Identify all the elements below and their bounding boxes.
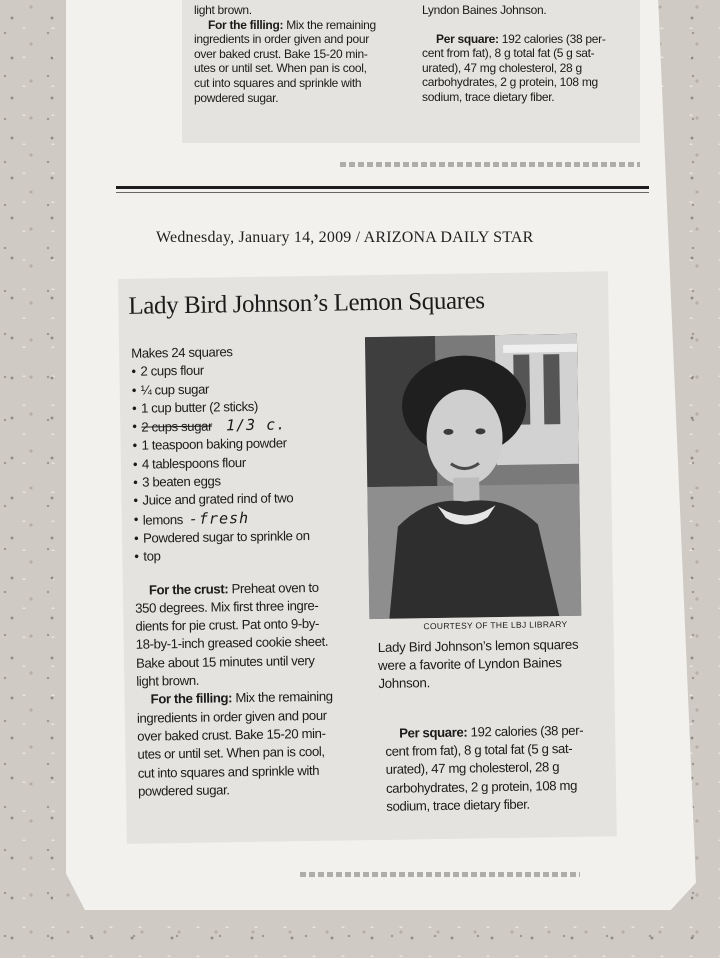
top-filling-line	[194, 18, 404, 33]
recipe-title: Lady Bird Johnson’s Lemon Squares	[128, 287, 485, 320]
top-right-line: urated), 47 mg cholesterol, 28 g	[422, 60, 582, 75]
top-clipping-right-column	[422, 3, 632, 105]
handwritten-note-sugar: 1/3 c.	[225, 415, 287, 435]
ingredient-item: • 4 tablespoons flour	[133, 452, 365, 474]
portrait-illustration	[365, 334, 581, 619]
nutrition-line: cent from fat), 8 g total fat (5 g sat-	[385, 741, 573, 760]
crust-line: light brown.	[136, 672, 200, 689]
page-rule-thin	[116, 192, 649, 193]
filling-line: ingredients in order given and pour	[136, 707, 327, 726]
top-line: powdered sugar.	[194, 90, 279, 105]
top-line: light brown.	[194, 3, 252, 17]
top-filling-label: For the filling:	[208, 17, 284, 32]
ingredient-item: • 1 cup butter (2 sticks)	[132, 396, 364, 418]
crust-text: Preheat oven to	[231, 579, 319, 596]
nutrition-info	[385, 721, 602, 815]
ingredient-text: lemons	[142, 511, 184, 528]
crust-line: Bake about 15 minutes until very	[135, 652, 315, 671]
ingredient-text: top	[143, 548, 161, 564]
ingredient-item: • 1 teaspoon baking powder	[132, 434, 364, 456]
filling-line: powdered sugar.	[137, 782, 230, 799]
top-right-line: carbohydrates, 2 g protein, 108 mg	[422, 75, 598, 90]
nutrition-line: carbohydrates, 2 g protein, 108 mg	[385, 777, 578, 796]
photo-credit: COURTESY OF THE LBJ LIBRARY	[423, 618, 568, 632]
ingredient-item: • 3 beaten eggs	[133, 470, 365, 492]
top-right-line: sodium, trace dietary fiber.	[422, 89, 555, 104]
filling-text: Mix the remaining	[235, 689, 333, 706]
ingredient-item: • Powdered sugar to sprinkle on	[134, 526, 366, 548]
ingredient-item: • Juice and grated rind of two	[133, 489, 365, 511]
dateline: Wednesday, January 14, 2009 / ARIZONA DAILY STAR	[156, 229, 534, 246]
top-per-square-label: Per square:	[436, 31, 499, 46]
top-right-line: cent from fat), 8 g total fat (5 g sat-	[422, 46, 595, 61]
top-line: utes or until set. When pan is cool,	[194, 61, 367, 76]
top-clipping	[182, 0, 640, 143]
crust-label: For the crust:	[148, 580, 229, 598]
filling-line: utes or until set. When pan is cool,	[137, 744, 325, 762]
crust-line: dients for pie crust. Pat onto 9-by-	[135, 616, 320, 634]
ingredient-item: • 2 cups flour	[131, 359, 363, 381]
crust-line: 350 degrees. Mix first three ingre-	[135, 597, 319, 616]
crust-line: 18-by-1-inch greased cookie sheet.	[135, 634, 329, 653]
top-line: cut into squares and sprinkle with	[194, 75, 362, 90]
filling-line: cut into squares and sprinkle with	[137, 762, 320, 781]
filling-line: over baked crust. Bake 15-20 min-	[137, 725, 326, 744]
ingredient-list	[131, 359, 366, 566]
top-filling-first: Mix the remaining	[286, 17, 376, 32]
nutrition-text: 192 calories (38 per-	[470, 722, 584, 740]
page-rule	[116, 186, 649, 189]
nutrition-line: urated), 47 mg cholesterol, 28 g	[385, 759, 560, 778]
nutrition-line: sodium, trace dietary fiber.	[386, 796, 530, 814]
top-line: over baked crust. Bake 15-20 min-	[194, 46, 368, 61]
recipe-yield: Makes 24 squares	[131, 344, 233, 361]
spacer	[422, 18, 632, 32]
nutrition-label: Per square:	[399, 724, 468, 741]
torn-edge-print	[300, 872, 580, 877]
recipe-clipping	[118, 271, 617, 844]
top-per-square-line	[422, 32, 632, 47]
handwritten-note-lemons: -fresh	[188, 508, 250, 528]
recipe-body	[131, 341, 370, 801]
top-right-line: Lyndon Baines Johnson.	[422, 3, 547, 17]
top-clipping-left-column	[194, 3, 404, 105]
top-per-square-first: 192 calories (38 per-	[501, 31, 606, 46]
ingredient-continuation	[134, 544, 366, 566]
torn-edge-print	[340, 162, 640, 167]
portrait-photo	[365, 334, 581, 619]
top-line: ingredients in order given and pour	[194, 32, 369, 47]
ingredient-item: • ¼ cup sugar	[132, 378, 364, 400]
ingredient-text: 2 cups sugar	[141, 418, 213, 435]
filling-label: For the filling:	[150, 690, 233, 707]
photo-caption: Lady Bird Johnson’s lemon squares were a favorite of Lyndon Baines Johnson.	[377, 636, 579, 691]
